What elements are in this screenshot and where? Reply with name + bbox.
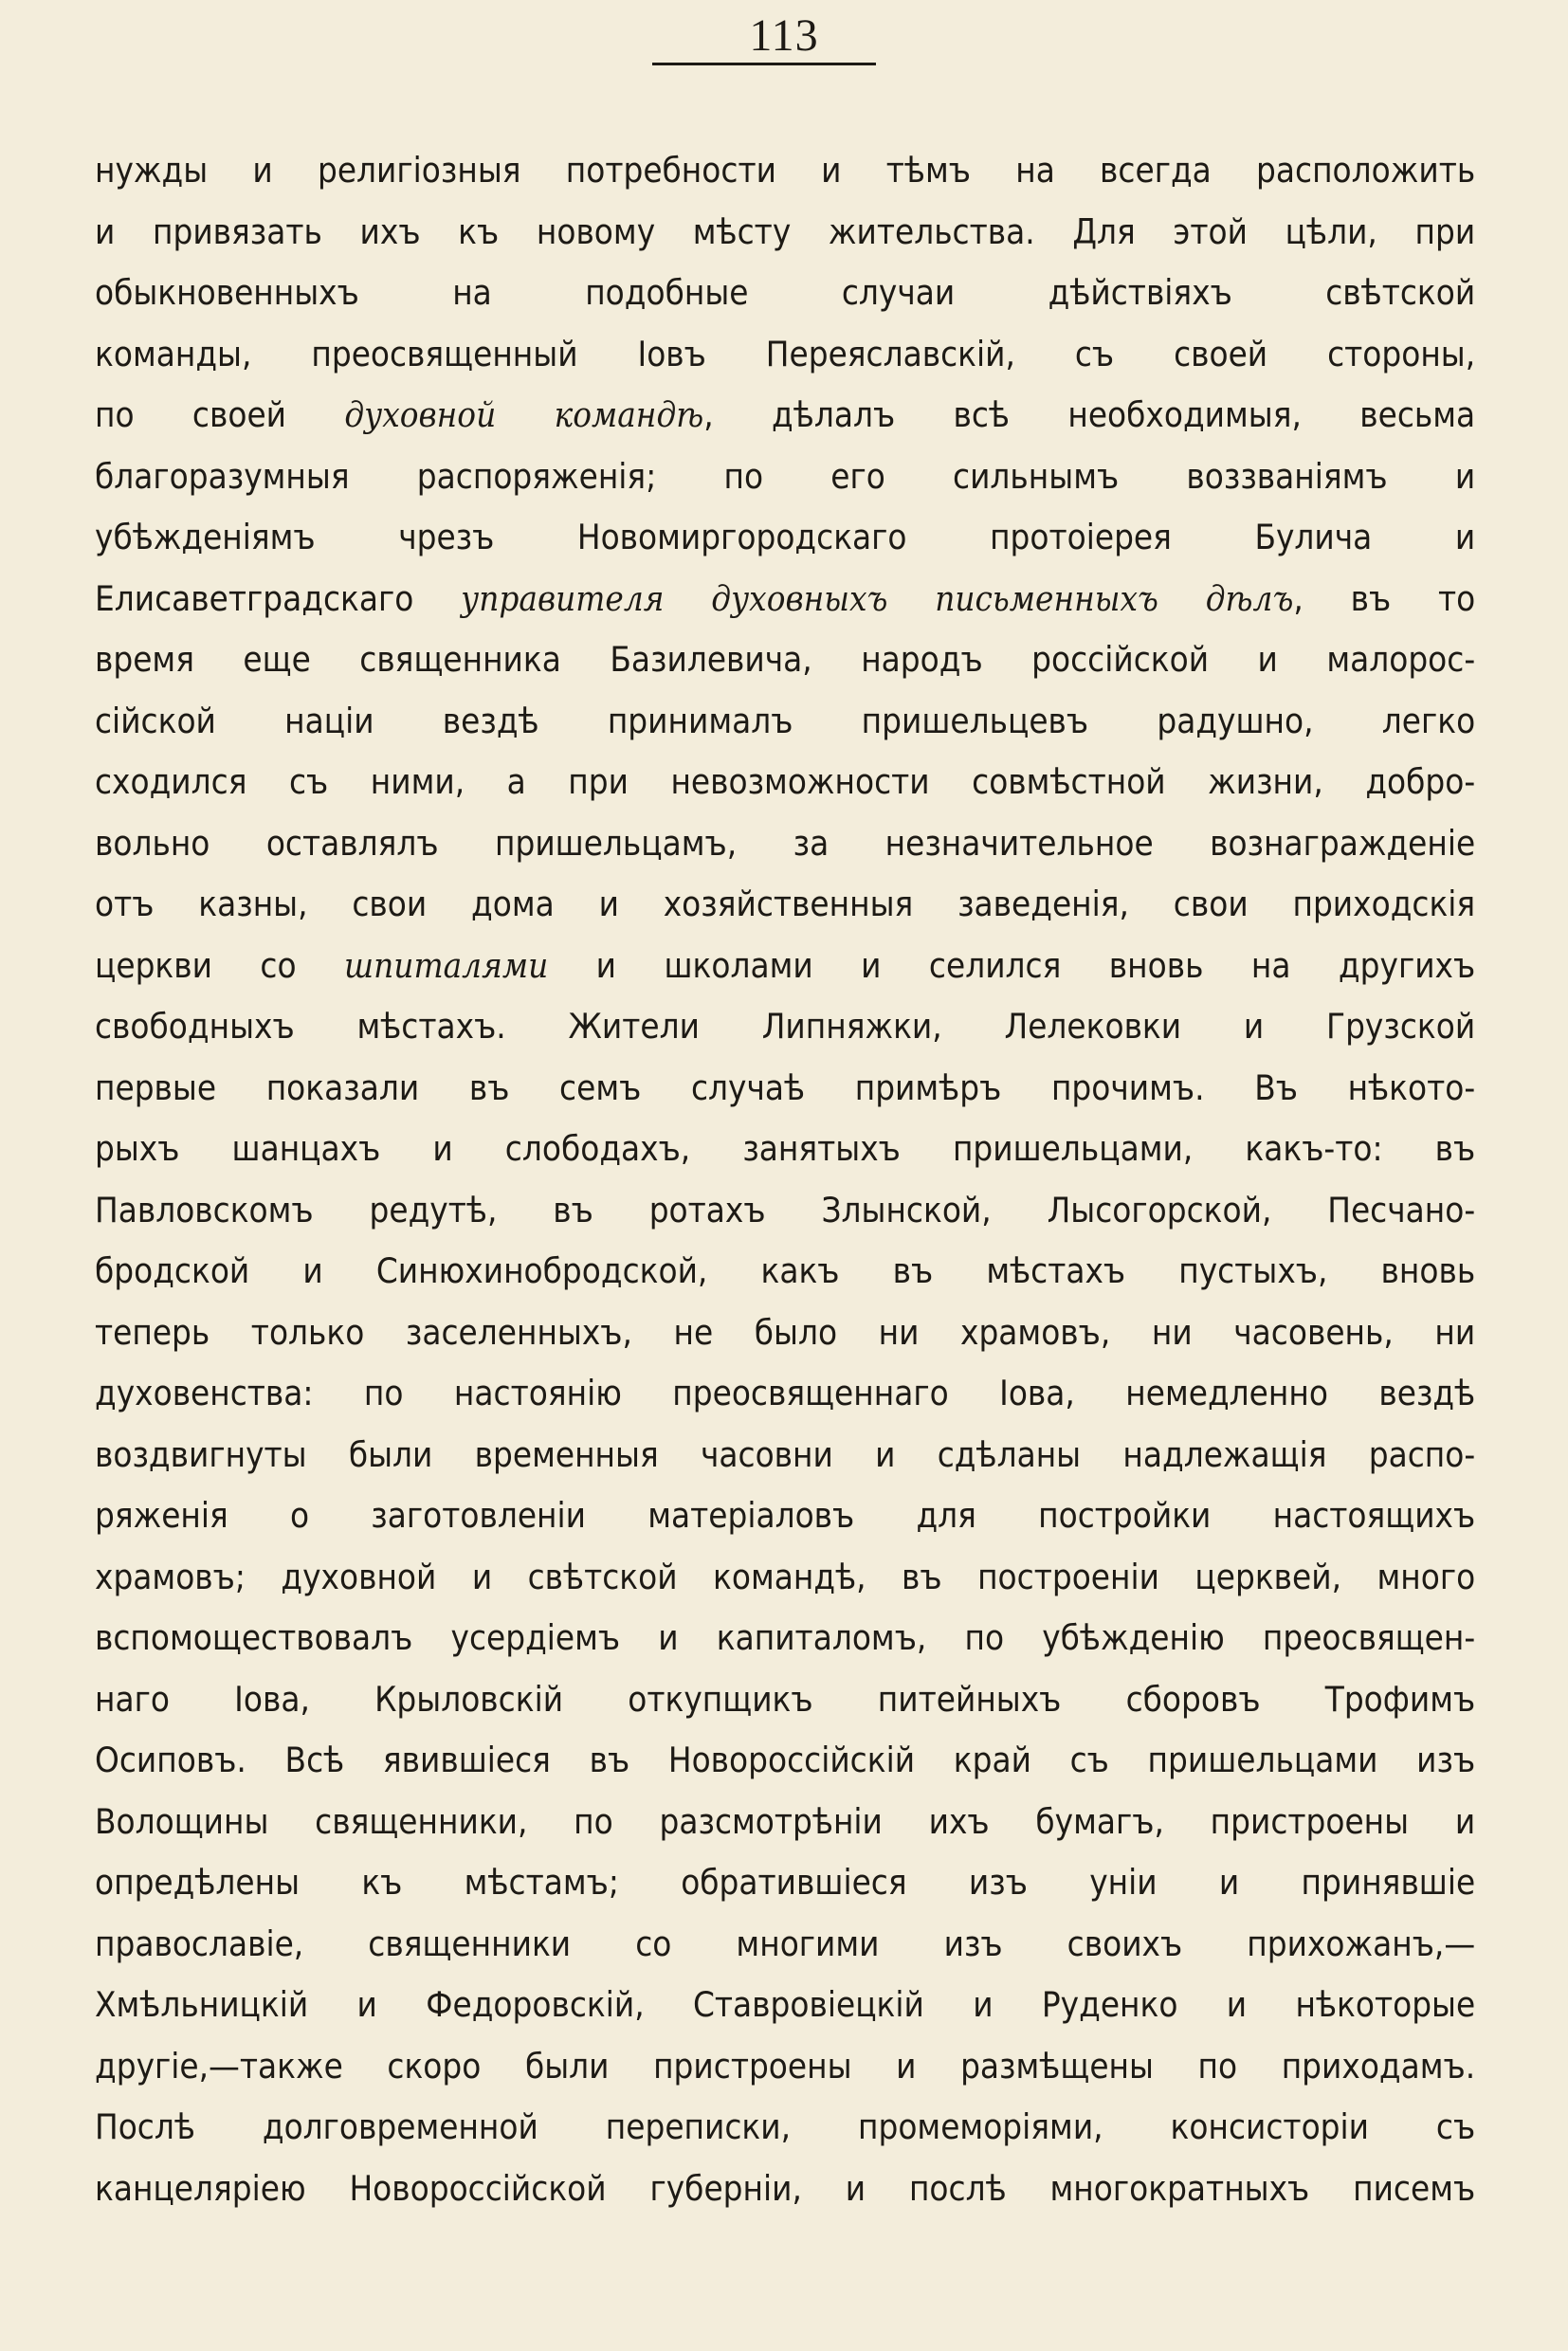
- text-segment: , въ то: [1293, 577, 1476, 619]
- text-segment: время еще священника Базилевича, народъ россiйской и малорос-: [95, 639, 1476, 680]
- text-segment: Павловскомъ редутѣ, въ ротахъ Злынской, Лысогорской, Песчано-: [95, 1189, 1476, 1230]
- text-segment: сходился съ ними, а при невозможности совмѣстной жизни, добро-: [95, 761, 1476, 802]
- text-segment: команды, преосвященный Iовъ Переяславскiй, съ своей стороны,: [95, 333, 1476, 374]
- text-segment: наго Iова, Крыловскiй откупщикъ питейныхъ сборовъ Трофимъ: [95, 1678, 1476, 1720]
- text-line: [95, 1792, 1475, 1853]
- body-text: [95, 140, 1475, 2219]
- text-line: [95, 1363, 1475, 1425]
- text-line: [95, 1485, 1475, 1547]
- text-segment: благоразумныя распоряженiя; по его сильнымъ воззванiямъ и: [95, 455, 1476, 497]
- page-number: 113: [749, 10, 819, 61]
- text-line: [95, 447, 1475, 508]
- text-line: [95, 1547, 1475, 1609]
- text-line: [95, 1852, 1475, 1914]
- text-segment: теперь только заселенныхъ, не было ни храмовъ, ни часовень, ни: [95, 1311, 1476, 1353]
- text-segment: храмовъ; духовной и свѣтской командѣ, въ построенiи церквей, много: [95, 1556, 1476, 1597]
- text-line: [95, 1425, 1475, 1486]
- text-line: [95, 2097, 1475, 2159]
- text-segment: православiе, священники со многими изъ своихъ прихожанъ,—: [95, 1923, 1476, 1964]
- text-segment: обыкновенныхъ на подобные случаи дѣйствiяхъ свѣтской: [95, 272, 1476, 313]
- text-line: [95, 752, 1475, 813]
- text-line: [95, 813, 1475, 875]
- text-segment: , дѣлалъ всѣ необходимыя, весьма: [703, 394, 1476, 435]
- text-segment: по своей: [95, 394, 345, 435]
- text-segment: вспомоществовалъ усердiемъ и капиталомъ, по убѣжденiю преосвящен-: [95, 1617, 1476, 1658]
- text-segment: отъ казны, свои дома и хозяйственныя заведенiя, свои приходскiя: [95, 884, 1476, 924]
- text-segment: вольно оставлялъ пришельцамъ, за незначительное вознагражденiе: [95, 822, 1476, 864]
- text-line: [95, 2159, 1475, 2220]
- text-line: [95, 569, 1475, 630]
- text-line: [95, 1180, 1475, 1242]
- text-segment: духовенства: по настоянiю преосвященнаго Iова, немедленно вездѣ: [95, 1373, 1476, 1413]
- text-line: [95, 324, 1475, 386]
- text-line: [95, 507, 1475, 569]
- text-line: [95, 1730, 1475, 1792]
- text-segment: сiйской нацiи вездѣ принималъ пришельцевъ радушно, легко: [95, 700, 1476, 741]
- text-segment: канцелярiею Новороссiйской губернiи, и послѣ многократныхъ писемъ: [95, 2167, 1476, 2209]
- text-segment: убѣжденiямъ чрезъ Новомиргородскаго протоiерея Булича и: [95, 517, 1476, 557]
- italic-text: духовной командѣ: [344, 394, 704, 435]
- text-segment: Осиповъ. Всѣ явившiеся въ Новороссiйскiй край съ пришельцами изъ: [95, 1740, 1476, 1780]
- text-line: [95, 1975, 1475, 2036]
- text-segment: рыхъ шанцахъ и слободахъ, занятыхъ пришельцами, какъ-то: въ: [95, 1128, 1476, 1169]
- text-segment: первые показали въ семъ случаѣ примѣръ прочимъ. Въ нѣкото-: [95, 1066, 1476, 1108]
- text-line: [95, 1119, 1475, 1180]
- text-line: [95, 1303, 1475, 1364]
- text-segment: свободныхъ мѣстахъ. Жители Липняжки, Лелековки и Грузской: [95, 1006, 1476, 1047]
- italic-text: управителя духовныхъ письменныхъ дѣлъ: [461, 577, 1294, 619]
- text-segment: и привязать ихъ къ новому мѣсту жительства. Для этой цѣли, при: [95, 210, 1476, 252]
- text-segment: Елисаветградскаго: [95, 577, 462, 619]
- text-line: [95, 936, 1475, 997]
- text-line: [95, 996, 1475, 1058]
- text-line: [95, 1608, 1475, 1669]
- text-segment: бродской и Синюхинобродской, какъ въ мѣстахъ пустыхъ, вновь: [95, 1250, 1476, 1291]
- text-line: [95, 263, 1475, 324]
- text-segment: Волощины священники, по разсмотрѣнiи ихъ бумагъ, пристроены и: [95, 1800, 1476, 1842]
- text-line: [95, 140, 1475, 202]
- page-number-rule: [652, 63, 876, 65]
- text-line: [95, 874, 1475, 936]
- text-segment: другiе,—также скоро были пристроены и размѣщены по приходамъ.: [95, 2045, 1476, 2087]
- text-segment: и школами и селился вновь на другихъ: [548, 944, 1476, 986]
- text-line: [95, 1914, 1475, 1976]
- text-segment: воздвигнуты были временныя часовни и сдѣланы надлежащiя распо-: [95, 1433, 1476, 1475]
- text-line: [95, 202, 1475, 264]
- text-segment: Послѣ долговременной переписки, промеморiями, консисторiи съ: [95, 2106, 1476, 2147]
- italic-text: шпиталями: [344, 944, 549, 986]
- text-segment: ряженiя о заготовленiи матерiаловъ для постройки настоящихъ: [95, 1495, 1476, 1536]
- text-line: [95, 385, 1475, 447]
- text-line: [95, 2036, 1475, 2098]
- text-line: [95, 1058, 1475, 1120]
- text-line: [95, 1241, 1475, 1303]
- text-segment: Хмѣльницкiй и Федоровскiй, Ставровiецкiй и Руденко и нѣкоторые: [95, 1984, 1476, 2025]
- text-segment: церкви со: [95, 944, 345, 986]
- text-segment: опредѣлены къ мѣстамъ; обратившiеся изъ унiи и принявшiе: [95, 1862, 1476, 1903]
- text-line: [95, 629, 1475, 691]
- text-line: [95, 1669, 1475, 1731]
- text-line: [95, 691, 1475, 753]
- text-segment: нужды и религiозныя потребности и тѣмъ на всегда расположить: [95, 150, 1476, 191]
